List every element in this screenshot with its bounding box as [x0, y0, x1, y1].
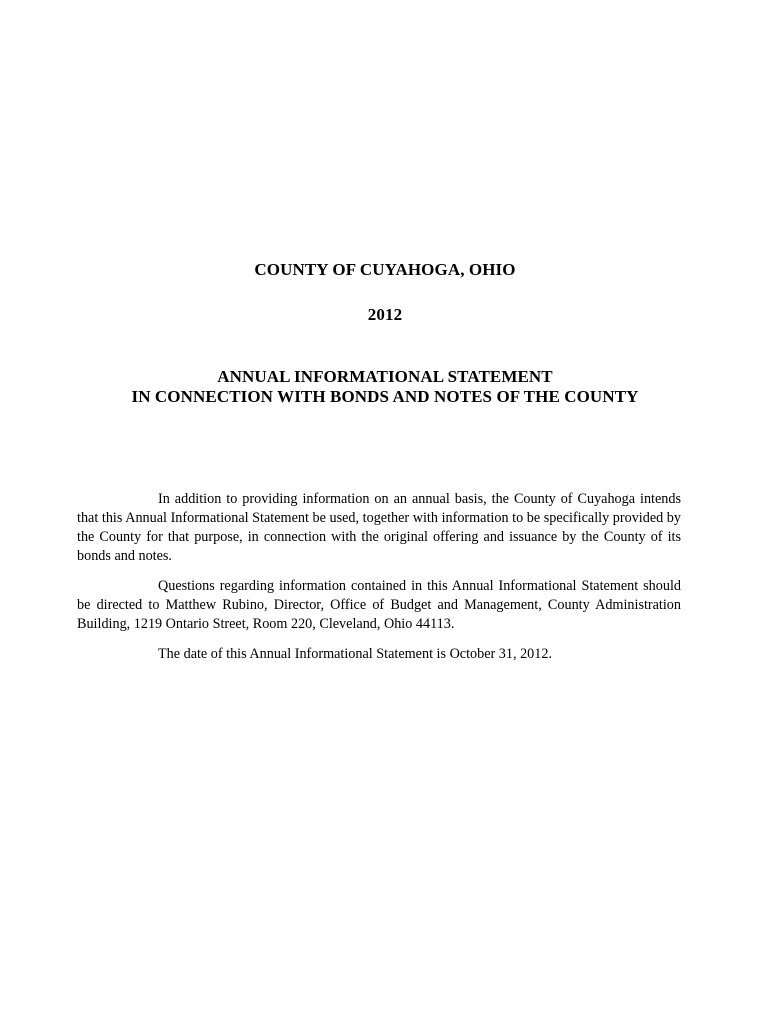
statement-heading-line-2: IN CONNECTION WITH BONDS AND NOTES OF THE COUNTY [131, 387, 639, 406]
contact-paragraph: Questions regarding information contained in this Annual Informational Statement should be directed to Matthew Rubino, Director, Office of Budget and Management, County Administration Building, 1219 Ontario Street, Room 220, Cleveland, Ohio 44113. [77, 578, 681, 632]
date-paragraph: The date of this Annual Informational Statement is October 31, 2012. [158, 646, 553, 662]
document-body [77, 490, 681, 675]
document-title: COUNTY OF CUYAHOGA, OHIO [254, 260, 516, 279]
intro-paragraph: In addition to providing information on an annual basis, the County of Cuyahoga intends that this Annual Informational Statement be used, together with information to be specifically provided by the County for that purpose, in connection with the original offering and issuance by the County of its bonds and notes. [77, 491, 681, 564]
document-year: 2012 [367, 305, 403, 324]
statement-heading-line-1: ANNUAL INFORMATIONAL STATEMENT [217, 367, 553, 386]
